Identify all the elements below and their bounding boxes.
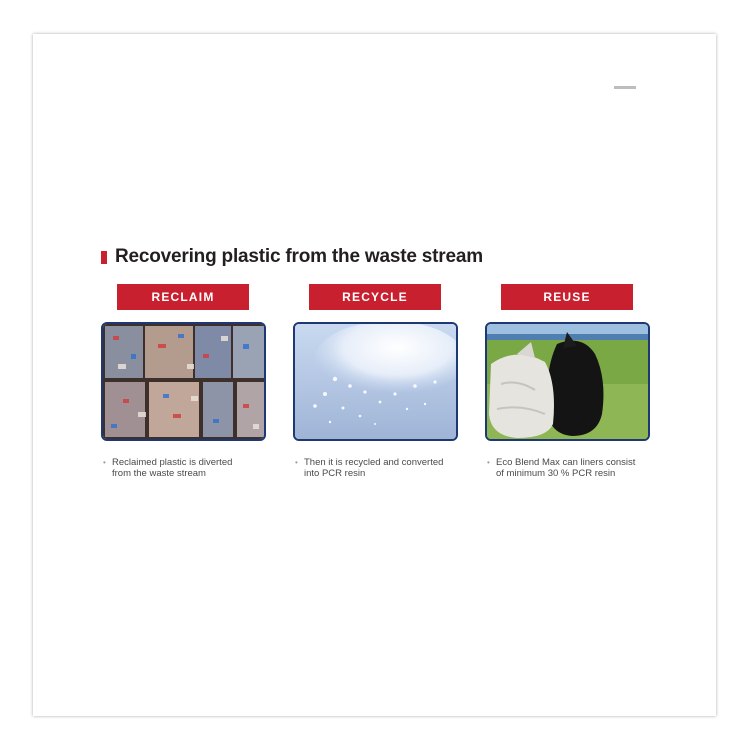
bullet-icon: • (103, 458, 106, 467)
trash-bags-image (487, 324, 648, 439)
bullet-icon: • (295, 458, 298, 467)
heading-title: Recovering plastic from the waste stream (115, 246, 483, 267)
column-reuse (485, 284, 650, 479)
bullet-icon: • (487, 458, 490, 467)
reuse-label: REUSE (501, 284, 633, 310)
caption-line: of minimum 30 % PCR resin (496, 468, 616, 479)
resin-pellets-image (295, 324, 456, 439)
recycle-photo (293, 322, 458, 441)
recycle-label: RECYCLE (309, 284, 441, 310)
reuse-photo (485, 322, 650, 441)
caption-line: Then it is recycled and converted (304, 457, 444, 468)
reclaim-caption (103, 457, 266, 479)
plastic-bales-image (103, 324, 264, 439)
caption-line: Eco Blend Max can liners consist (496, 457, 636, 468)
section-heading (101, 246, 483, 268)
column-recycle (293, 284, 458, 479)
caption-line: from the waste stream (112, 468, 206, 479)
reclaim-photo (101, 322, 266, 441)
heading-accent-bar (101, 251, 107, 264)
tiny-mark (614, 86, 636, 89)
reclaim-label: RECLAIM (117, 284, 249, 310)
caption-line: into PCR resin (304, 468, 366, 479)
recycle-caption (295, 457, 458, 479)
column-reclaim (101, 284, 266, 479)
caption-line: Reclaimed plastic is diverted (112, 457, 233, 468)
reuse-caption (487, 457, 650, 479)
